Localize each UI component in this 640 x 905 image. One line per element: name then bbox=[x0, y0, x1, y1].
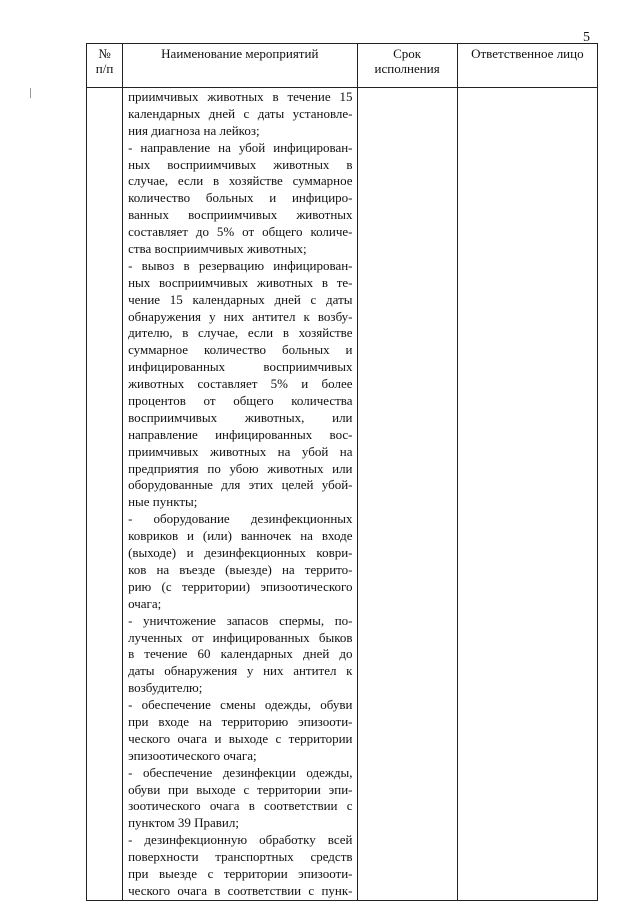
measures-text bbox=[123, 88, 356, 900]
text-line: приимчивых животных в течение 15 bbox=[128, 89, 353, 104]
header-term-label: Срок исполнения bbox=[374, 46, 440, 76]
text-line: обнаружения у них антител к возбу- bbox=[128, 308, 353, 324]
text-line: ковриков и (или) ванночек на входе bbox=[128, 528, 353, 544]
header-num-label: № п/п bbox=[95, 46, 114, 76]
text-line: (выходе) и дезинфекционных коври- bbox=[128, 545, 353, 561]
text-line: лученных от инфицированных быков bbox=[128, 629, 353, 645]
table-header-row bbox=[87, 44, 598, 88]
text-line: ков на въезде (выезде) на террито- bbox=[128, 561, 353, 577]
text-line: составляет до 5% от общего количе- bbox=[128, 224, 353, 240]
header-responsible bbox=[457, 44, 597, 88]
text-line: - направление на убой инфицирован- bbox=[128, 139, 353, 155]
text-line: эпизоотического очага; bbox=[128, 747, 257, 763]
text-line: - дезинфекционную обработку всей bbox=[128, 832, 353, 848]
page-number: 5 bbox=[583, 30, 590, 45]
text-line: при выезде с территории эпизооти- bbox=[128, 865, 353, 881]
text-line: очага; bbox=[128, 595, 162, 611]
header-name-label: Наименование мероприятий bbox=[161, 46, 319, 61]
text-line: дителю, в случае, если в хозяйстве bbox=[128, 325, 353, 341]
text-line: ческого очага и выходе с территории bbox=[128, 730, 353, 746]
text-line: чение 15 календарных дней с даты bbox=[128, 291, 353, 307]
text-line: зоотического очага в соответствии с bbox=[128, 798, 353, 814]
header-num bbox=[87, 44, 123, 88]
text-line: направление инфицированных вос- bbox=[128, 426, 353, 442]
cell-name bbox=[123, 88, 357, 901]
text-line: приимчивых животных на убой на bbox=[128, 443, 353, 459]
text-line: восприимчивых животных, или bbox=[128, 409, 353, 425]
text-line: в течение 60 календарных дней до bbox=[128, 646, 353, 662]
header-term bbox=[357, 44, 457, 88]
text-line: возбудителю; bbox=[128, 680, 203, 696]
text-line: при входе на территорию эпизооти- bbox=[128, 713, 353, 729]
text-line: календарных дней с даты установле- bbox=[128, 105, 353, 121]
text-line: случае, если в хозяйстве суммарное bbox=[128, 173, 353, 189]
text-line: ных восприимчивых животных в bbox=[128, 156, 353, 172]
text-line: - уничтожение запасов спермы, по- bbox=[128, 612, 353, 628]
text-line: ния диагноза на лейкоз; bbox=[128, 122, 260, 138]
text-line: даты обнаружения у них антител к bbox=[128, 663, 353, 679]
text-line: пунктом 39 Правил; bbox=[128, 815, 239, 831]
text-line: предприятия по убою животных или bbox=[128, 460, 353, 476]
header-responsible-label: Ответственное лицо bbox=[471, 46, 584, 61]
text-line: ванных восприимчивых животных bbox=[128, 207, 353, 223]
table-row bbox=[87, 88, 598, 901]
text-line: - обеспечение смены одежды, обуви bbox=[128, 697, 353, 713]
text-line: - вывоз в резервацию инфицирован- bbox=[128, 257, 353, 273]
scan-edge-mark bbox=[30, 88, 31, 98]
text-line: суммарное количество больных и bbox=[128, 342, 353, 358]
text-line: ческого очага в соответствии с пунк- bbox=[128, 882, 353, 898]
text-line: - обеспечение дезинфекции одежды, bbox=[128, 764, 353, 780]
cell-term bbox=[357, 88, 457, 901]
text-line: животных составляет 5% и более bbox=[128, 376, 353, 392]
text-line: ства восприимчивых животных; bbox=[128, 241, 307, 257]
header-name bbox=[123, 44, 357, 88]
cell-num bbox=[87, 88, 123, 901]
text-line: процентов от общего количества bbox=[128, 393, 353, 409]
measures-table bbox=[86, 43, 598, 901]
text-line: оборудованные для этих целей убой- bbox=[128, 477, 353, 493]
text-line: обуви при выходе с территории эпи- bbox=[128, 781, 353, 797]
text-line: рию (с территории) эпизоотического bbox=[128, 578, 353, 594]
cell-responsible bbox=[457, 88, 597, 901]
text-line: - оборудование дезинфекционных bbox=[128, 511, 353, 527]
text-line: поверхности транспортных средств bbox=[128, 849, 353, 865]
text-line: количество больных и инфициро- bbox=[128, 190, 353, 206]
text-line: инфицированных восприимчивых bbox=[128, 359, 353, 375]
text-line: ные пункты; bbox=[128, 494, 198, 510]
text-line: ных восприимчивых животных в те- bbox=[128, 274, 353, 290]
